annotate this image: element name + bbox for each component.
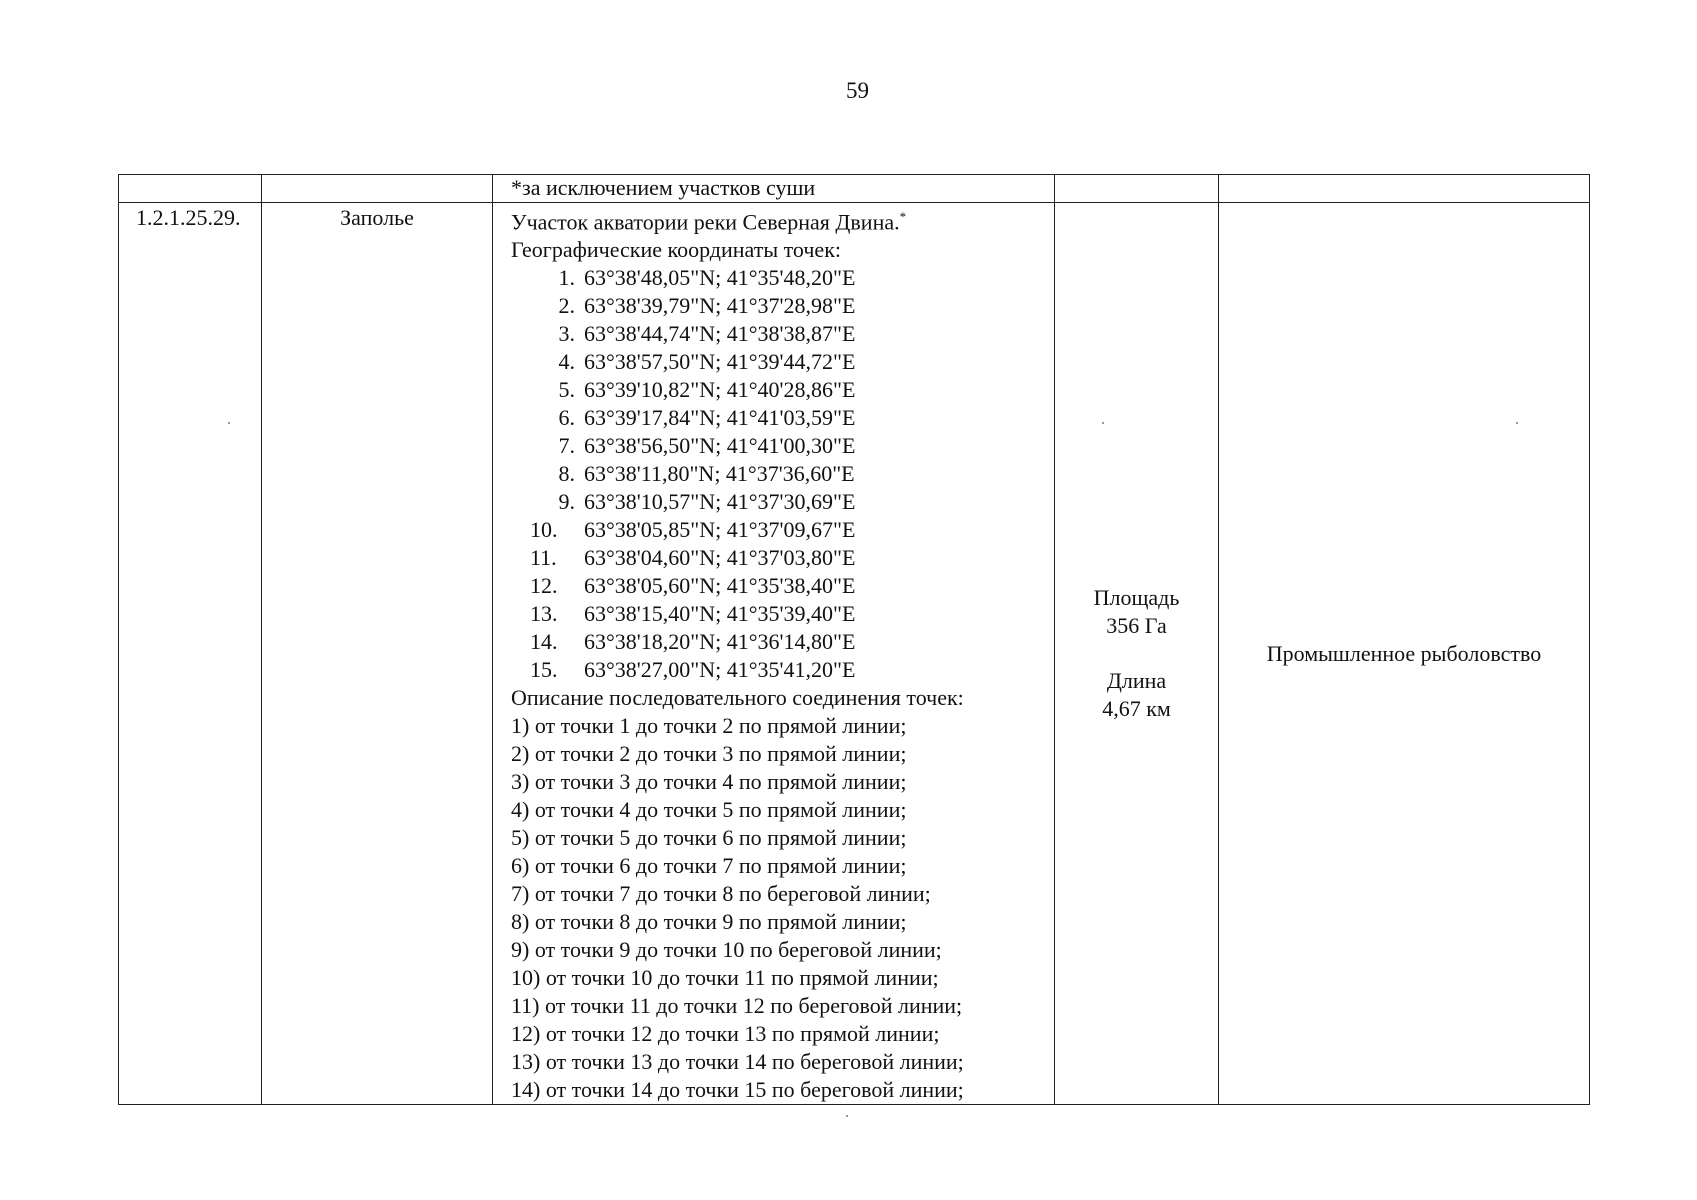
coordinate-item bbox=[530, 600, 1054, 628]
connection-item: 8) от точки 8 до точки 9 по прямой линии; bbox=[511, 909, 907, 935]
area-block bbox=[1055, 584, 1218, 723]
cell-usage bbox=[1219, 203, 1590, 1105]
coordinate-number: 1. bbox=[558, 265, 575, 291]
connection-item: 2) от точки 2 до точки 3 по прямой линии; bbox=[511, 741, 907, 767]
cell-number-empty bbox=[119, 175, 262, 203]
fishing-areas-table bbox=[118, 174, 1590, 1105]
connections-list bbox=[511, 712, 1054, 1104]
coordinate-value: 63°38'48,05"N; 41°35'48,20"E bbox=[584, 265, 856, 291]
connection-item: 13) от точки 13 до точки 14 по береговой линии; bbox=[511, 1049, 964, 1075]
coordinate-number: 3. bbox=[558, 321, 575, 347]
connection-item: 5) от точки 5 до точки 6 по прямой линии; bbox=[511, 825, 907, 851]
length-value: 4,67 км bbox=[1102, 696, 1171, 722]
coordinates-heading: Географические координаты точек: bbox=[511, 237, 841, 263]
coordinate-item bbox=[550, 404, 1054, 432]
coordinate-item bbox=[550, 432, 1054, 460]
coordinate-value: 63°38'10,57"N; 41°37'30,69"E bbox=[584, 489, 856, 515]
coordinate-item bbox=[550, 264, 1054, 292]
connection-item: 12) от точки 12 до точки 13 по прямой линии; bbox=[511, 1021, 940, 1047]
connection-item: 10) от точки 10 до точки 11 по прямой линии; bbox=[511, 965, 939, 991]
footnote-mark: * bbox=[899, 209, 907, 224]
cell-note: *за исключением участков суши bbox=[493, 175, 1055, 203]
coordinates-list bbox=[511, 264, 1054, 684]
coordinate-value: 63°39'17,84"N; 41°41'03,59"E bbox=[584, 405, 856, 431]
coordinate-number: 14. bbox=[530, 629, 558, 655]
connection-item: 6) от точки 6 до точки 7 по прямой линии; bbox=[511, 853, 907, 879]
coordinate-number: 7. bbox=[558, 433, 575, 459]
coordinate-item bbox=[550, 376, 1054, 404]
cell-section-number: 1.2.1.25.29. bbox=[119, 203, 262, 1105]
connection-item: 11) от точки 11 до точки 12 по береговой линии; bbox=[511, 993, 963, 1019]
coordinate-item bbox=[530, 516, 1054, 544]
coordinate-value: 63°38'04,60"N; 41°37'03,80"E bbox=[584, 545, 856, 571]
coordinate-number: 11. bbox=[530, 545, 557, 571]
table-row-header-note bbox=[119, 175, 1590, 203]
scan-speck bbox=[1516, 422, 1518, 424]
coordinate-number: 10. bbox=[530, 517, 558, 543]
coordinate-item bbox=[530, 572, 1054, 600]
coordinate-number: 15. bbox=[530, 657, 558, 683]
coordinate-value: 63°38'57,50"N; 41°39'44,72"E bbox=[584, 349, 856, 375]
coordinate-value: 63°39'10,82"N; 41°40'28,86"E bbox=[584, 377, 856, 403]
area-value: 356 Га bbox=[1106, 613, 1167, 639]
cell-area-length bbox=[1055, 203, 1219, 1105]
description-title bbox=[511, 203, 1054, 236]
coordinate-item bbox=[530, 628, 1054, 656]
coordinate-value: 63°38'56,50"N; 41°41'00,30"E bbox=[584, 433, 856, 459]
cell-usage-empty bbox=[1219, 175, 1590, 203]
coordinate-value: 63°38'05,60"N; 41°35'38,40"E bbox=[584, 573, 856, 599]
coordinate-item bbox=[550, 292, 1054, 320]
usage-type: Промышленное рыболовство bbox=[1266, 640, 1542, 666]
coordinate-item bbox=[530, 656, 1054, 684]
coordinate-value: 63°38'39,79"N; 41°37'28,98"E bbox=[584, 293, 856, 319]
coordinate-item bbox=[550, 348, 1054, 376]
description-title-text: Участок акватории реки Северная Двина. bbox=[511, 209, 900, 235]
length-label: Длина bbox=[1106, 668, 1167, 694]
page-number: 59 bbox=[846, 78, 869, 103]
coordinate-value: 63°38'15,40"N; 41°35'39,40"E bbox=[584, 601, 856, 627]
coordinate-number: 5. bbox=[558, 377, 575, 403]
cell-name-empty bbox=[262, 175, 493, 203]
coordinate-number: 12. bbox=[530, 573, 558, 599]
connection-item: 14) от точки 14 до точки 15 по береговой линии; bbox=[511, 1077, 964, 1103]
connection-item: 3) от точки 3 до точки 4 по прямой линии; bbox=[511, 769, 907, 795]
coordinate-number: 2. bbox=[558, 293, 575, 319]
connection-item: 1) от точки 1 до точки 2 по прямой линии; bbox=[511, 713, 907, 739]
coordinate-value: 63°38'05,85"N; 41°37'09,67"E bbox=[584, 517, 856, 543]
coordinate-number: 8. bbox=[558, 461, 575, 487]
connection-item: 9) от точки 9 до точки 10 по береговой линии; bbox=[511, 937, 942, 963]
scan-speck bbox=[228, 422, 230, 424]
area-label: Площадь bbox=[1093, 585, 1180, 611]
cell-area-name: Заполье bbox=[262, 203, 493, 1105]
coordinate-number: 4. bbox=[558, 349, 575, 375]
coordinate-item bbox=[550, 460, 1054, 488]
coordinate-item bbox=[530, 544, 1054, 572]
coordinate-number: 6. bbox=[558, 405, 575, 431]
connection-item: 4) от точки 4 до точки 5 по прямой линии; bbox=[511, 797, 907, 823]
coordinate-value: 63°38'11,80"N; 41°37'36,60"E bbox=[584, 461, 855, 487]
coordinate-number: 13. bbox=[530, 601, 558, 627]
connection-heading: Описание последовательного соединения точек: bbox=[511, 685, 964, 711]
coordinate-number: 9. bbox=[558, 489, 575, 515]
coordinate-item bbox=[550, 320, 1054, 348]
table-row-zapolye bbox=[119, 203, 1590, 1105]
coordinate-value: 63°38'18,20"N; 41°36'14,80"E bbox=[584, 629, 856, 655]
coordinate-value: 63°38'44,74"N; 41°38'38,87"E bbox=[584, 321, 856, 347]
scan-speck bbox=[1102, 422, 1104, 424]
cell-area-empty bbox=[1055, 175, 1219, 203]
connection-item: 7) от точки 7 до точки 8 по береговой линии; bbox=[511, 881, 931, 907]
coordinate-value: 63°38'27,00"N; 41°35'41,20"E bbox=[584, 657, 856, 683]
cell-description bbox=[493, 203, 1055, 1105]
coordinate-item bbox=[550, 488, 1054, 516]
scan-speck bbox=[846, 1115, 848, 1117]
